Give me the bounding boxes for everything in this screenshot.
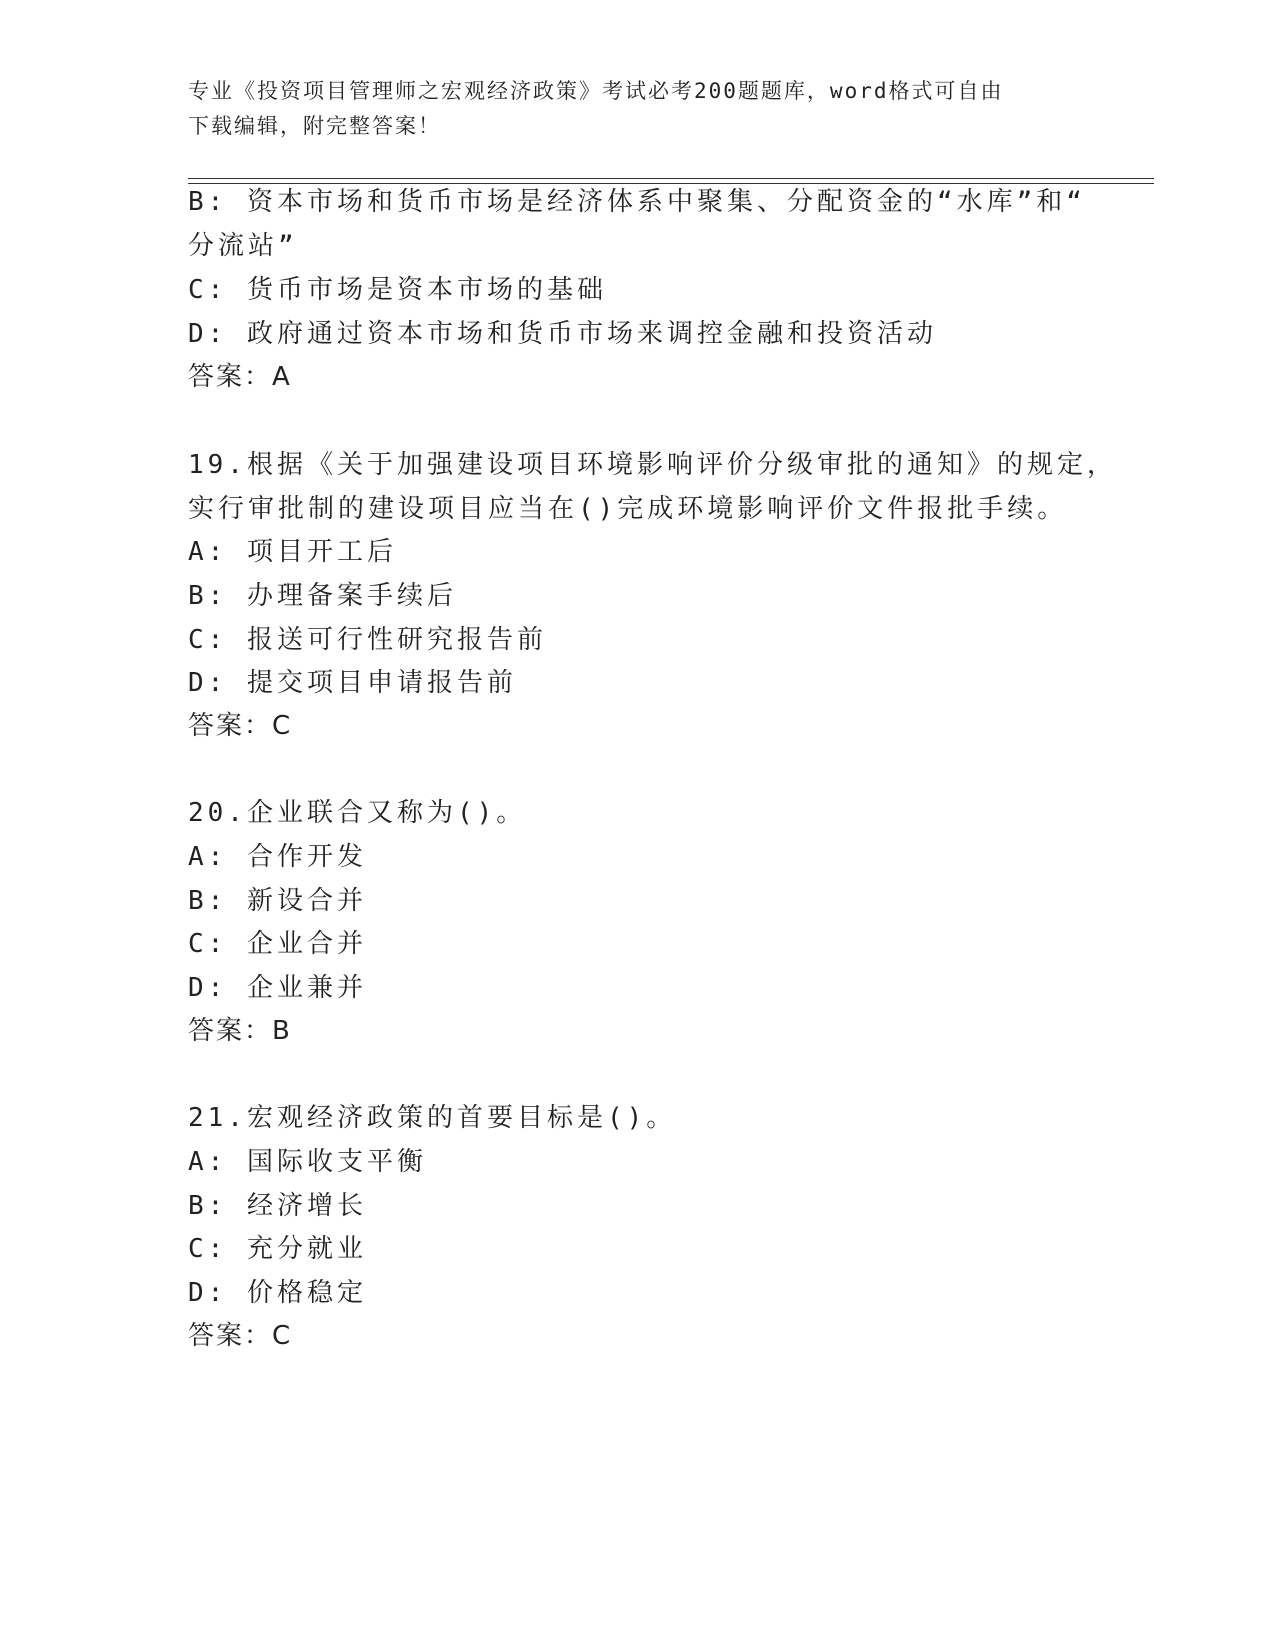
q20-option-d: D: 企业兼并 <box>188 973 367 1003</box>
q20-option-c: C: 企业合并 <box>188 929 367 959</box>
q21-answer: 答案：C <box>188 1321 293 1351</box>
q19-option-d: D: 提交项目申请报告前 <box>188 668 517 698</box>
header-divider-top <box>188 178 1154 179</box>
q20-option-a: A: 合作开发 <box>188 842 367 872</box>
q20-option-b: B: 新设合并 <box>188 886 367 916</box>
prev-option-b-line-1: B: 资本市场和货币市场是经济体系中聚集、分配资金的“水库”和“ <box>188 187 1086 217</box>
q21-stem: 21.宏观经济政策的首要目标是()。 <box>188 1103 677 1133</box>
prev-option-c: C: 货币市场是资本市场的基础 <box>188 275 607 305</box>
prev-option-d: D: 政府通过资本市场和货币市场来调控金融和投资活动 <box>188 319 937 349</box>
q19-stem-line-2: 实行审批制的建设项目应当在()完成环境影响评价文件报批手续。 <box>188 494 1068 524</box>
q21-option-b: B: 经济增长 <box>188 1191 367 1221</box>
q19-option-a: A: 项目开工后 <box>188 537 397 567</box>
prev-option-b-line-2: 分流站” <box>188 231 298 261</box>
q19-option-c: C: 报送可行性研究报告前 <box>188 625 547 655</box>
q19-stem-line-1: 19.根据《关于加强建设项目环境影响评价分级审批的通知》的规定， <box>188 450 1117 480</box>
q21-option-d: D: 价格稳定 <box>188 1278 367 1308</box>
header-line-1: 专业《投资项目管理师之宏观经济政策》考试必考200题题库，word格式可自由 <box>188 79 1004 103</box>
q19-answer: 答案：C <box>188 711 293 741</box>
q20-answer: 答案：B <box>188 1016 292 1046</box>
header-line-2: 下载编辑，附完整答案！ <box>188 114 441 138</box>
q19-option-b: B: 办理备案手续后 <box>188 581 457 611</box>
prev-answer: 答案：A <box>188 362 292 392</box>
q20-stem: 20.企业联合又称为()。 <box>188 798 527 828</box>
q21-option-c: C: 充分就业 <box>188 1234 367 1264</box>
document-header <box>188 74 1068 144</box>
q21-option-a: A: 国际收支平衡 <box>188 1147 427 1177</box>
